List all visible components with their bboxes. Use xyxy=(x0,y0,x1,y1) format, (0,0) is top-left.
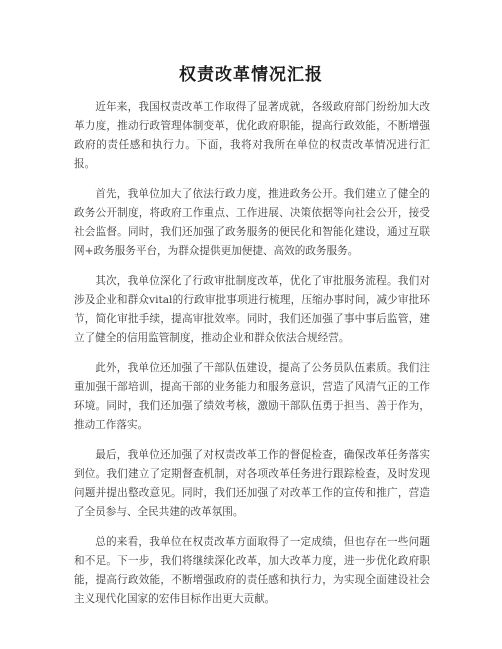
document-title: 权责改革情况汇报 xyxy=(179,65,323,85)
paragraph: 最后，我单位还加强了对权责改革工作的督促检查，确保改革任务落实到位。我们建立了定期督查机制，对各项改革任务进行跟踪检查，及时发现问题并提出整改意见。同时，我们还加强了对改革工作的宣传和推广，营造了全员参与、全民共建的改革氛围。 xyxy=(74,449,430,518)
document-body xyxy=(74,98,430,620)
paragraph: 总的来看，我单位在权责改革方面取得了一定成绩，但也存在一些问题和不足。下一步，我们将继续深化改革，加大改革力度，进一步优化政府职能，提高行政效能，不断增强政府的责任感和执行力，为实现全面建设社会主义现代化国家的宏伟目标作出更大贡献。 xyxy=(74,536,430,605)
paragraph: 此外，我单位还加强了干部队伍建设，提高了公务员队伍素质。我们注重加强干部培训，提高干部的业务能力和服务意识，营造了风清气正的工作环境。同时，我们还加强了绩效考核，激励干部队伍勇于担当、善于作为，推动工作落实。 xyxy=(74,362,430,431)
paragraph: 首先，我单位加大了依法行政力度，推进政务公开。我们建立了健全的政务公开制度，将政府工作重点、工作进展、决策依据等向社会公开，接受社会监督。同时，我们还加强了政务服务的便民化和智能化建设，通过互联网+政务服务平台，为群众提供更加便捷、高效的政务服务。 xyxy=(74,188,430,257)
paragraph: 其次，我单位深化了行政审批制度改革，优化了审批服务流程。我们对涉及企业和群众vital的行政审批事项进行梳理，压缩办事时间，减少审批环节，简化审批手续，提高审批效率。同时，我们还加强了事中事后监管，建立了健全的信用监管制度，推动企业和群众依法合规经营。 xyxy=(74,275,430,344)
paragraph: 近年来，我国权责改革工作取得了显著成就，各级政府部门纷纷加大改革力度，推动行政管理体制变革，优化政府职能，提高行政效能，不断增强政府的责任感和执行力。下面，我将对我所在单位的权责改革情况进行汇报。 xyxy=(74,101,430,170)
